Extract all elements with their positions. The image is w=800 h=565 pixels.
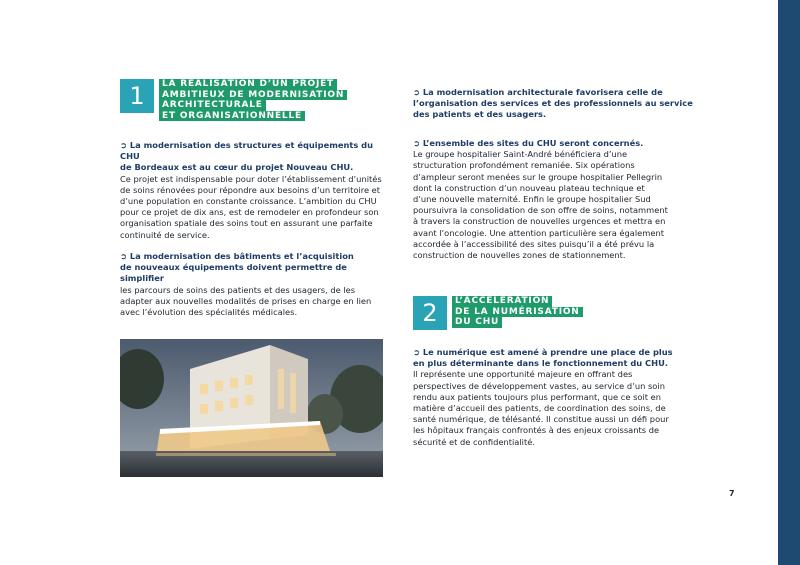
right-p2-lead: ➲ L’ensemble des sites du CHU seront concernés. [413, 138, 644, 148]
section-2-title [452, 296, 583, 328]
section-1-header [120, 79, 347, 121]
right-paragraph-2 [413, 138, 693, 261]
section-1-number: 1 [120, 79, 154, 113]
arrow-icon: ➲ [413, 138, 420, 148]
right-p3-lead: ➲ Le numérique est amené à prendre une place de plus en plus déterminante dans le fonctionnement du CHU. [413, 347, 673, 369]
section-1-title-line: AMBITIEUX DE MODERNISATION [159, 90, 347, 101]
arrow-icon: ➲ [120, 140, 127, 150]
left-p1-lead: ➲ La modernisation des structures et équipements du CHU de Bordeaux est au cœur du projet Nouveau CHU. [120, 140, 374, 173]
section-2-title-line: L’ACCÉLÉRATION [452, 296, 552, 307]
section-1-title-line: ET ORGANISATIONNELLE [159, 111, 305, 122]
section-1-title-line: ARCHITECTURALE [159, 100, 266, 111]
section-2-header [413, 296, 583, 330]
section-1-title [159, 79, 347, 121]
left-p2-lead: ➲ La modernisation des bâtiments et l’acquisition de nouveaux équipements doivent permettre de simplifier [120, 251, 354, 284]
left-paragraph-1 [120, 140, 392, 241]
right-paragraph-3 [413, 347, 693, 448]
right-p1-lead: ➲ La modernisation architecturale favorisera celle de l’organisation des services et des professionnels au service des patients et des usagers. [413, 87, 693, 120]
page-number: 7 [729, 489, 735, 498]
right-paragraph-1 [413, 87, 693, 121]
arrow-icon: ➲ [413, 347, 420, 357]
hospital-building-photo [120, 339, 383, 477]
section-2-title-line: DE LA NUMÉRISATION [452, 307, 583, 318]
right-p3-body: Il représente une opportunité majeure en offrant des perspectives de développement vastes, au service d’un soin rendu aux patients toujours plus performant, que ce soit en matière d’accueil des patients, de coordination des soins, de santé numérique, de télésanté. Il constitue aussi un défi pour les hôpitaux français confrontés à des enjeux croissants de sécurité et de confidentialité. [413, 369, 669, 447]
building-illustration [120, 339, 383, 477]
section-1-title-line: LA RÉALISATION D’UN PROJET [159, 79, 337, 90]
section-2-title-line: DU CHU [452, 317, 502, 328]
arrow-icon: ➲ [413, 87, 420, 97]
section-2-number: 2 [413, 296, 447, 330]
left-p1-body: Ce projet est indispensable pour doter l’établissement d’unités de soins rénovées pour répondre aux besoins d’un territoire et d’une population en constante croissance. L’ambition du CHU pour ce projet de dix ans, est de remodeler en profondeur son organisation spatiale des soins tout en assurant une parfaite continuité de service. [120, 173, 382, 240]
page-edge-bar [778, 0, 800, 565]
right-p2-body: Le groupe hospitalier Saint-André bénéficiera d’une structuration profondément remaniée. Six opérations d’ampleur seront menées sur le groupe hospitalier Pellegrin dont la construction d’un nouveau plateau technique et d’une nouvelle maternité. Enfin le groupe hospitalier Sud poursuivra la consolidation de son offre de soins, notamment à travers la construction de nouvelles urgences et mettra en avant l’oncologie. Une attention particulière sera également accordée à l’accessibilité des sites puisqu’il a été prévu la construction de nouvelles zones de stationnement. [413, 149, 668, 261]
left-paragraph-2 [120, 251, 392, 318]
left-p2-body: les parcours de soins des patients et des usagers, de les adapter aux nouvelles modalités de prises en charge en lien avec l’évolution des spécialités médicales. [120, 284, 372, 318]
arrow-icon: ➲ [120, 251, 127, 261]
